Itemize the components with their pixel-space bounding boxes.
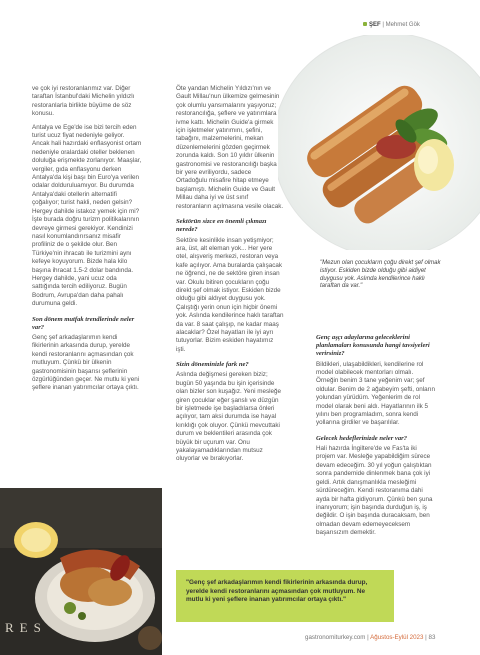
photo-caption: "Mezun olan çocukların çoğu direkt şef olmak istiyor. Eskiden bizde olduğu gibi aidiyet duygusu yok. Aslında kendilerince haklı taraftan da var." [320,260,441,290]
paragraph: Öte yandan Michelin Yıldızı'nın ve Gault Millau'nun ülkemize gelmesinin çok olumlu yansımalarını yaşıyoruz; restorancılığa, şeflere ve yatırımlara ivme kattı. Michelin Guide'a girmek için işletmeler yatırımını, şefini, tabağını, malzemelerini, mekan düzenlemelerini gözden geçirmek zorunda kaldı. Son 10 yıldır ülkenin gastronomisi ve restorancılığı başka bir yere evriliyordu, sadece Ortadoğulu misafire hitap etmeye başlamıştı. Michelin Guide ve Gault Millau daha iyi ve üst sınıf restoranların açılmasına vesile olacak. [176,85,284,210]
paragraph: Sektöre kesinlikle insan yetişmiyor; ara, üst, alt eleman yok... Her yere otel, alışveriş merkezi, restoran veya kafe açılıyor. Ama buralarda çalışacak ne öğrenci, ne de sektöre giren insan var. Okulu bitiren çocukların çoğu direkt şef olmak istiyor. Eskiden bizde olduğu gibi aldıyet duygusu yok. Çalıştığı yerin onun için hiçbir önemi yok. Aslında kendilerince haklı taraftan da var. 8 saat çalışıp, ne kadar maaş alacaklar? Özel hayatları ile iyi ayrı tutuyorlar. Bizim eskiden hayatımız işti. [176,236,284,353]
question-heading: Genç aşçı adaylarına geleceklerini planlamaları konusunda hangi tavsiyeleri verirsiniz? [316,334,430,358]
paragraph: Hali hazırda İngiltere'de ve Fas'ta iki projem var. Mesleğe yapabildiğim sürece devam edeceğim. 30 yıl yoğun çalıştıktan sonra pandemide dinlenmek bana çok iyi geldi. Artık danışmanlıkla mesleğimi sürdüreceğim. Kendi restoranıma dahi ayda bir hafta gidiyorum. Çünkü ben şuna inanıyorum; işin başında durduğun iş, iş değildir. O işin başında duracaksam, ben olmadan devam edemeyeceksem başarısızım demektir. [316,445,433,537]
text-column-1 [32,85,142,398]
pull-quote: "Genç şef arkadaşlarımın kendi fikirlerinin arkasında durup, yerelde kendi restoranlarını açmasından çok mutluyum. Ne mutlu ki yeni şeflere inanan yatırımcılar ortaya çıktı." [176,570,394,622]
question-heading: Sektörün sizce en önemli çıkmazı nerede? [176,218,267,234]
section-name: ŞEF [369,22,381,28]
text-column-3 [316,327,436,543]
page-footer: gastronomiturkey.com | Ağustos-Eylül 2023 | 83 [305,634,436,641]
paragraph: Bildikleri, ulaşabildikleri, kendilerine rol model olabilecek mentorları olmalı. Örneğin benim 3 tane yeğenim var; şef oldular. Benim de 2 ağabeyim şefti, onların yolundan yürüdüm. Yeğenlerim de rol model olarak beni aldı. Hayatlarının ilk 5 yılını ben programladım, sonra kendi yollarına girdiler ve başarılılar. [316,360,436,427]
question-heading: Sizin döneminizle fark ne? [176,361,249,369]
page-number: 83 [428,634,436,641]
text-column-2 [176,85,284,469]
website: gastronomiturkey.com [305,634,366,641]
paragraph: ve çok iyi restoranlarımız var. Diğer taraftan İstanbul'daki Michelin yıldızlı restoranlarla birlikte büyüme de söz konusu. [32,85,135,118]
section-marker-icon [363,22,367,26]
food-photo-bottom [0,488,162,655]
paragraph: Aslında değişmesi gereken biziz; bugün 50 yaşında bu işin içerisinde olan bizler son kuşağız. Yeni mesleğe giren çocuklar eğer şanslı ve düzgün bir işletmede işe başladılarsa önleri açılıyor, tam aksi durumda ise hayal kırıklığı çok oluyor. Çünkü mevcuttaki durum ve beklentileri arasında çok büyük bir uçurum var. Onu yakalayamadıklarından mutsuz oluyorlar ve bırakıyorlar. [176,371,282,463]
photo-lettering: RES [5,620,47,635]
issue-date: Ağustos-Eylül 2023 [370,634,424,641]
paragraph: Antalya ve Ege'de ise bizi tercih eden turist ucuz fiyat nedeniyle geliyor. Ancak hali hazırdaki enflasyonist ortam nedeniyle oralardaki oteller beklenen doluluğa erişmekte zorlanıyor. Maaşlar, vergiler, gıda enflasyonu derken Antalya'da kişi başı bin Euro'ya verilen odalar dolduruluamıyor. Bu durumda Antalya'daki otellerin alternatifi çoğalıyor; turist hakli, neden gelsin? Hergey dahilde istakoz yemek için mi? İşte burada doğru turizm politikalarının devreye girmesi gerekiyor. Kendinizi nasıl konumlandırırsanız misafir profiliniz de o şekilde olur. Ben Türkiye'nin ihracatı ile turizmini aynı kefeye koyuyorum. Bizde hala kilo başına ihracat 1.5-2 dolar bandında. Hergey dahilde, yani ucuz oda sattığında tercih ediliyoruz. Bugün Bodrum, Avrupa'dan daha pahalı durumuna geldi. [32,123,142,308]
question-heading: Gelecek hedeflerinizde neler var? [316,434,408,442]
author-name: Mehmet Gök [385,22,420,28]
paragraph: Genç şef arkadaşlarımın kendi fikirlerinin arkasında durup, yerelde kendi restoranlarını açmasından çok mutluyum. Çünkü bir ülkenin gastronomisinin başarısı şeflerinin özgürlüğünden geçer. Ne mutlu ki yeni şeflere inanan yatırımcılar ortaya çıktı. [32,333,140,392]
page-header: ŞEF | Mehmet Gök [363,22,420,28]
food-photo-top [278,35,480,250]
question-heading: Son dönem mutfak trendlerinde neler var? [32,315,135,331]
